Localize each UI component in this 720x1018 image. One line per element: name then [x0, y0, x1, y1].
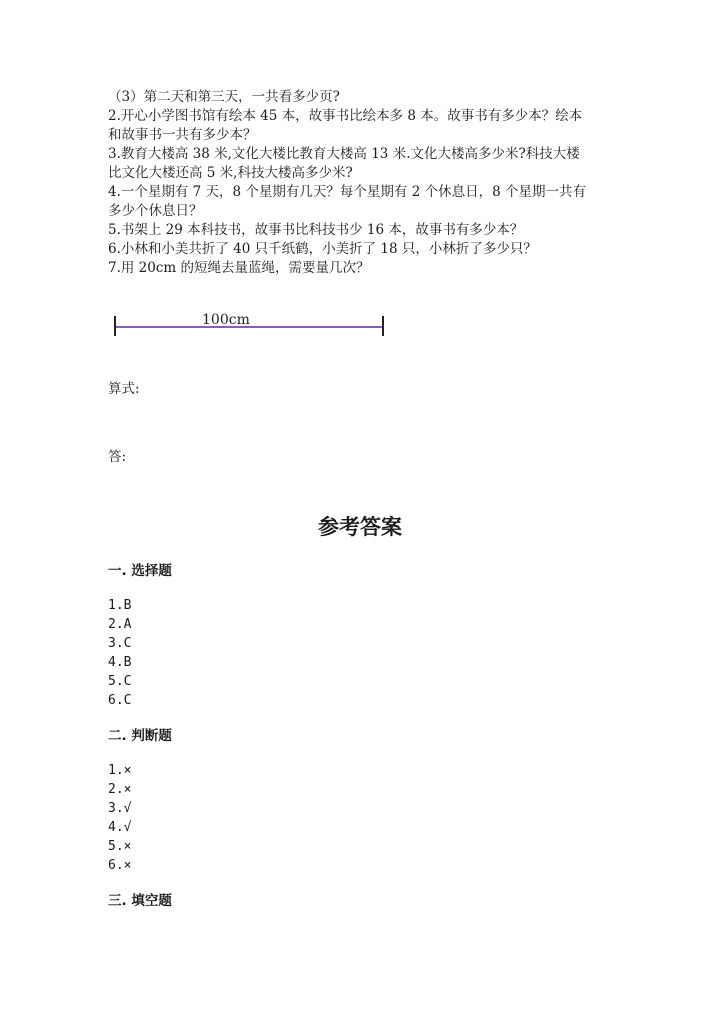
section-heading: 一. 选择题	[108, 563, 172, 579]
answer-item: 4.B	[108, 655, 132, 670]
answer-key-title: 参考答案	[318, 514, 402, 539]
problem-line: 7.用 20cm 的短绳去量蓝绳，需要量几次？	[108, 260, 370, 276]
problem-line: 3.教育大楼高 38 米,文化大楼比教育大楼高 13 米.文化大楼高多少米?科技大楼	[108, 146, 580, 162]
problem-line: （3）第二天和第三天，一共看多少页?	[108, 89, 340, 105]
rope-figure	[114, 314, 384, 338]
answer-item: 6.C	[108, 693, 132, 708]
section-heading: 二. 判断题	[108, 728, 172, 744]
formula-label: 算式:	[108, 381, 140, 397]
problem-line: 2.开心小学图书馆有绘本 45 本，故事书比绘本多 8 本。故事书有多少本？绘本	[108, 108, 583, 124]
rope-right-end	[382, 316, 384, 336]
problem-line: 多少个休息日？	[108, 203, 203, 219]
answer-item: 6.×	[108, 858, 132, 873]
answer-item: 4.√	[108, 820, 132, 835]
answer-item: 5.×	[108, 839, 132, 854]
answer-item: 1.×	[108, 763, 132, 778]
problem-line: 比文化大楼还高 5 米,科技大楼高多少米?	[108, 165, 353, 181]
answer-label: 答:	[108, 449, 127, 465]
answer-item: 1.B	[108, 598, 132, 613]
problem-line: 和故事书一共有多少本？	[108, 127, 257, 143]
answer-item: 3.√	[108, 801, 132, 816]
answer-item: 3.C	[108, 636, 132, 651]
problem-line: 5.书架上 29 本科技书，故事书比科技书少 16 本，故事书有多少本？	[108, 222, 524, 238]
answer-item: 5.C	[108, 674, 132, 689]
answer-item: 2.A	[108, 617, 132, 632]
answer-item: 2.×	[108, 782, 132, 797]
rope-length-label: 100cm	[202, 312, 250, 328]
problem-line: 4.一个星期有 7 天，8 个星期有几天？每个星期有 2 个休息日，8 个星期一共有	[108, 184, 586, 200]
section-heading: 三. 填空题	[108, 893, 172, 909]
problem-line: 6.小林和小美共折了 40 只千纸鹤，小美折了 18 只，小林折了多少只？	[108, 241, 537, 257]
